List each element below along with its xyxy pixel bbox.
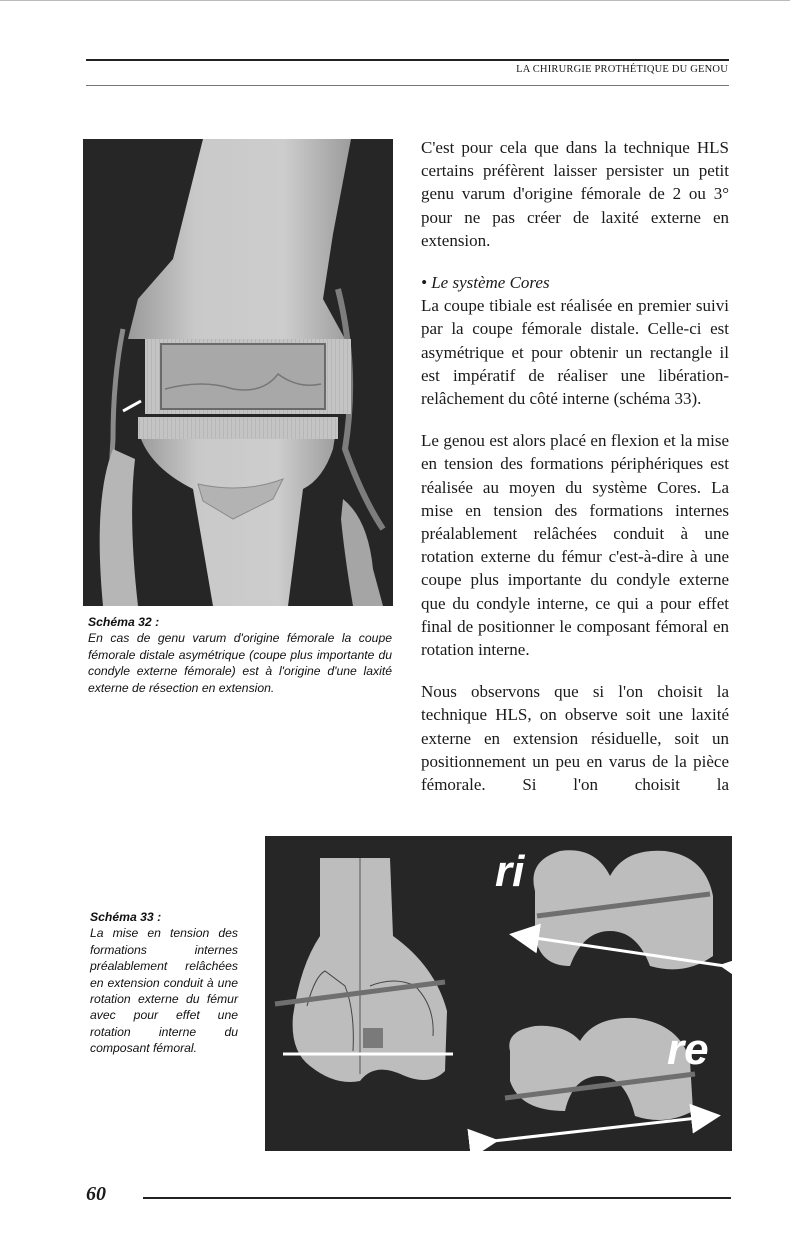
figure-32-caption-text: En cas de genu varum d'origine fémorale la coupe fémorale distale asymétrique (coupe plus importante du condyle externe fémorale) est à l'origine d'une laxité externe de résection en extension. bbox=[88, 631, 392, 695]
running-title: LA CHIRURGIE PROTHÉTIQUE DU GENOU bbox=[516, 64, 728, 75]
figure-33-caption-title: Schéma 33 : bbox=[90, 910, 162, 924]
label-re: re bbox=[667, 1025, 709, 1074]
fibula-bone bbox=[100, 449, 138, 606]
page-number: 60 bbox=[86, 1183, 106, 1205]
body-text-column bbox=[421, 136, 729, 815]
figure-33-svg bbox=[265, 836, 732, 1151]
header-rule bbox=[86, 59, 729, 61]
header-underline bbox=[86, 85, 729, 86]
tibia-cut-plane bbox=[138, 417, 338, 439]
figure-33-rotation-illustration bbox=[265, 836, 732, 1151]
label-ri: ri bbox=[495, 847, 525, 896]
figure-33-caption bbox=[90, 909, 238, 1057]
cut-marker bbox=[123, 401, 141, 411]
paragraph-2-block bbox=[421, 271, 729, 410]
paragraph-1: C'est pour cela que dans la technique HLS certains préfèrent laisser persister un petit genu varum d'origine fémorale de 2 ou 3° pour ne pas créer de laxité externe en extension. bbox=[421, 138, 729, 250]
figure-32-knee-illustration bbox=[83, 139, 393, 606]
femur-condyle-lower bbox=[509, 1018, 693, 1120]
paragraph-3: Le genou est alors placé en flexion et la mise en tension des formations périphériques est réalisée au moyen du système Cores. La mise en tension des formations internes préalablement relâchées conduit à une rotation externe du fémur c'est-à-dire à une coupe plus importante du condyle externe que du condyle interne, ce qui a pour effet final de positionner le composant fémoral en rotation interne. bbox=[421, 431, 729, 660]
rotation-marker bbox=[363, 1028, 383, 1048]
femur-bone bbox=[128, 139, 351, 339]
figure-33-caption-text: La mise en tension des formations internes préalablement relâchées en extension conduit à une rotation externe du fémur avec pour effet une rotation interne du composant fémoral. bbox=[90, 926, 238, 1056]
top-thin-rule bbox=[0, 0, 790, 1]
paragraph-2: La coupe tibiale est réalisée en premier suivi par la coupe fémorale distale. Celle-ci est asymétrique et pour obtenir un rectangle il est impératif de réaliser une libération-relâchement du côté interne (schéma 33). bbox=[421, 296, 729, 409]
resected-condyle bbox=[161, 344, 325, 409]
subheading-cores: • Le système Cores bbox=[421, 273, 550, 293]
figure-32-svg bbox=[83, 139, 393, 606]
footer-rule bbox=[143, 1197, 731, 1199]
lower-rotation-arrow bbox=[493, 1116, 715, 1141]
figure-32-caption bbox=[88, 614, 392, 696]
paragraph-4: Nous observons que si l'on choisit la technique HLS, on observe soit une laxité externe en extension résiduelle, soit un positionnement un peu en varus de la pièce fémorale. Si l'on choisit la bbox=[421, 682, 729, 795]
figure-32-caption-title: Schéma 32 : bbox=[88, 615, 160, 629]
femur-front bbox=[293, 858, 447, 1082]
